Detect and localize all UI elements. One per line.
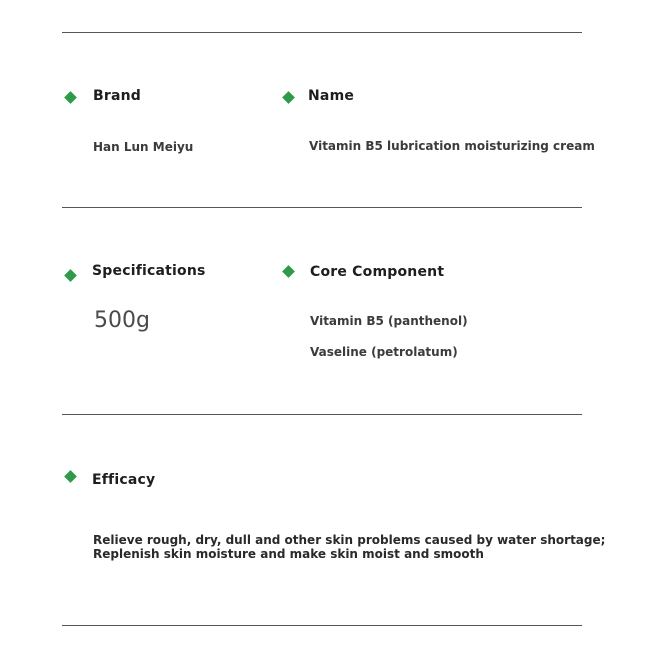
efficacy-diamond-icon bbox=[64, 470, 77, 483]
core-component-item: Vitamin B5 (panthenol) bbox=[310, 314, 468, 328]
brand-heading: Brand bbox=[93, 88, 142, 104]
core-component-diamond-icon bbox=[282, 265, 295, 278]
efficacy-line: Relieve rough, dry, dull and other skin problems caused by water shortage; bbox=[93, 533, 606, 547]
specifications-value: 500g bbox=[94, 308, 150, 333]
core-component-item: Vaseline (petrolatum) bbox=[310, 345, 458, 359]
divider-top bbox=[62, 32, 582, 33]
divider-1 bbox=[62, 207, 582, 208]
efficacy-text bbox=[93, 533, 605, 561]
brand-diamond-icon bbox=[64, 91, 77, 104]
brand-value: Han Lun Meiyu bbox=[93, 140, 194, 154]
specifications-diamond-icon bbox=[64, 269, 77, 282]
core-component-heading: Core Component bbox=[310, 264, 445, 280]
divider-bottom bbox=[62, 625, 582, 626]
divider-2 bbox=[62, 414, 582, 415]
efficacy-line: Replenish skin moisture and make skin moist and smooth bbox=[93, 547, 484, 561]
name-heading: Name bbox=[308, 88, 355, 104]
name-value: Vitamin B5 lubrication moisturizing cream bbox=[309, 139, 595, 153]
name-diamond-icon bbox=[282, 91, 295, 104]
efficacy-heading: Efficacy bbox=[92, 472, 156, 488]
specifications-heading: Specifications bbox=[92, 263, 206, 279]
